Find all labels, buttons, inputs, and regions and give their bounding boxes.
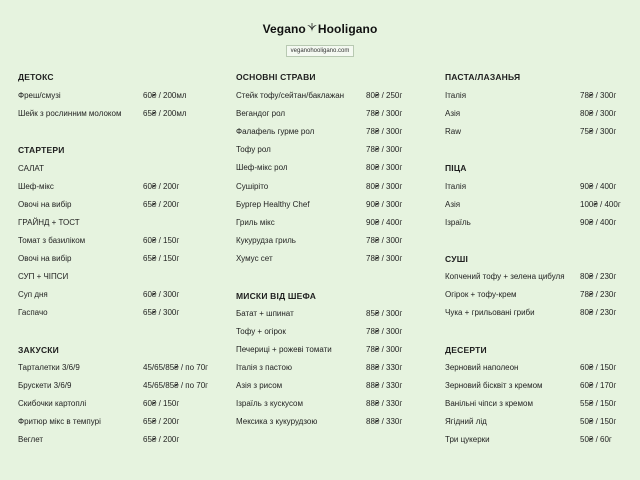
menu-price: 65₴ / 200г [143,200,180,209]
menu-item: Печериці + рожеві томати [236,345,332,354]
menu-item: Шейк з рослинним молоком [18,109,122,118]
section-title-osnovni: ОСНОВНІ СТРАВИ [236,72,316,82]
menu-item: Овочі на вибір [18,254,72,263]
menu-price: 88₴ / 330г [366,381,403,390]
menu-item: Гриль мікс [236,218,275,227]
menu-item: Тарталетки 3/6/9 [18,363,80,372]
menu-price: 80₴ / 300г [580,109,617,118]
section-title-startery: СТАРТЕРИ [18,145,65,155]
menu-item: Італія [445,182,467,191]
menu-price: 60₴ / 170г [580,381,617,390]
website-link[interactable]: veganohooligano.com [286,45,355,57]
menu-item: Фритюр мікс в темпурі [18,417,101,426]
menu-price: 65₴ / 200г [143,435,180,444]
menu-item: Італія з пастою [236,363,292,372]
menu-item: Азія [445,109,461,118]
leaf-icon [306,21,318,33]
section-title-deserty: ДЕСЕРТИ [445,345,487,355]
menu-price: 50₴ / 60г [580,435,612,444]
section-title-zakusky: ЗАКУСКИ [18,345,59,355]
menu-price: 75₴ / 300г [580,127,617,136]
menu-price: 78₴ / 300г [366,109,403,118]
subsection-title-salat: САЛАТ [18,164,44,173]
brand-right: Hooligano [317,22,378,36]
menu-price: 65₴ / 150г [143,254,180,263]
menu-item: Фреш/смузі [18,91,61,100]
menu-item: Мексика з кукурудзою [236,417,318,426]
menu-item: Гаспачо [18,308,48,317]
menu-item: Овочі на вибір [18,200,72,209]
menu-price: 45/65/85₴ / по 70г [143,381,209,390]
menu-item: Азія з рисом [236,381,283,390]
menu-price: 65₴ / 200г [143,417,180,426]
menu-price: 78₴ / 300г [366,327,403,336]
menu-price: 90₴ / 400г [366,218,403,227]
menu-price: 60₴ / 300г [143,290,180,299]
menu-item: Сушіріто [236,182,269,191]
menu-price: 78₴ / 300г [366,236,403,245]
menu-item: Суп дня [18,290,48,299]
menu-price: 90₴ / 300г [366,200,403,209]
menu-item: Батат + шпинат [236,309,294,318]
menu-item: Веглет [18,435,44,444]
menu-item: Азія [445,200,461,209]
menu-price: 78₴ / 300г [366,127,403,136]
menu-price: 60₴ / 150г [580,363,617,372]
menu-price: 65₴ / 200мл [143,109,187,118]
menu-price: 78₴ / 300г [580,91,617,100]
menu-item: Брускети 3/6/9 [18,381,72,390]
menu-item: Ізраїль [445,218,471,227]
menu-item: Хумус сет [236,254,273,263]
menu-item: Шеф-мікс [18,182,54,191]
menu-price: 78₴ / 300г [366,345,403,354]
menu-item: Ванільні чіпси з кремом [445,399,533,408]
menu-price: 80₴ / 300г [366,182,403,191]
menu-price: 78₴ / 300г [366,145,403,154]
menu-item: Вегандог рол [236,109,286,118]
menu-item: Шеф-мікс рол [236,163,288,172]
menu-price: 60₴ / 150г [143,399,180,408]
menu-item: Три цукерки [445,435,490,444]
section-title-detoks: ДЕТОКС [18,72,54,82]
menu-price: 55₴ / 150г [580,399,617,408]
menu-item: Фалафель гурме рол [236,127,315,136]
brand-logo [263,22,378,36]
menu-item: Італія [445,91,467,100]
menu-price: 88₴ / 330г [366,363,403,372]
menu-item: Скибочки картоплі [18,399,87,408]
menu-item: Огірок + тофу-крем [445,290,517,299]
menu-price: 88₴ / 330г [366,399,403,408]
menu-item: Томат з базиліком [18,236,86,245]
menu-item: Стейк тофу/сейтан/баклажан [236,91,345,100]
section-title-pasta: ПАСТА/ЛАЗАНЬЯ [445,72,521,82]
menu-price: 60₴ / 150г [143,236,180,245]
menu-item: Raw [445,127,462,136]
section-title-sushi: СУШІ [445,254,469,264]
menu-item: Тофу рол [236,145,271,154]
menu-price: 60₴ / 200г [143,182,180,191]
menu-price: 85₴ / 300г [366,309,403,318]
menu-item: Копчений тофу + зелена цибуля [445,272,565,281]
section-title-pitsa: ПІЦА [445,163,467,173]
menu-item: Ягідний лід [445,417,487,426]
menu-item: Чука + грильовані гриби [445,308,535,317]
menu-price: 80₴ / 250г [366,91,403,100]
menu-price: 90₴ / 400г [580,182,617,191]
brand-left: Vegano [262,22,306,36]
menu-price: 45/65/85₴ / по 70г [143,363,209,372]
menu-item: Тофу + огірок [236,327,286,336]
menu-price: 60₴ / 200мл [143,91,187,100]
menu-price: 78₴ / 300г [366,254,403,263]
menu-price: 100₴ / 400г [580,200,621,209]
menu-item: Зерновий бісквіт з кремом [445,381,543,390]
menu-price: 65₴ / 300г [143,308,180,317]
menu-price: 50₴ / 150г [580,417,617,426]
section-title-misky: МИСКИ ВІД ШЕФА [236,291,317,301]
menu-item: Зерновий наполеон [445,363,519,372]
menu-price: 90₴ / 400г [580,218,617,227]
header [0,20,640,57]
menu-price: 78₴ / 230г [580,290,617,299]
menu-price: 80₴ / 230г [580,272,617,281]
subsection-title-sup: СУП + ЧІПСИ [18,272,69,281]
menu-price: 88₴ / 330г [366,417,403,426]
subsection-title-grynd: ГРАЙНД + ТОСТ [18,218,80,227]
menu-item: Бургер Healthy Chef [236,200,310,209]
menu-item: Кукурудза гриль [236,236,296,245]
menu-price: 80₴ / 300г [366,163,403,172]
menu-price: 80₴ / 230г [580,308,617,317]
menu-item: Ізраїль з кускусом [236,399,303,408]
